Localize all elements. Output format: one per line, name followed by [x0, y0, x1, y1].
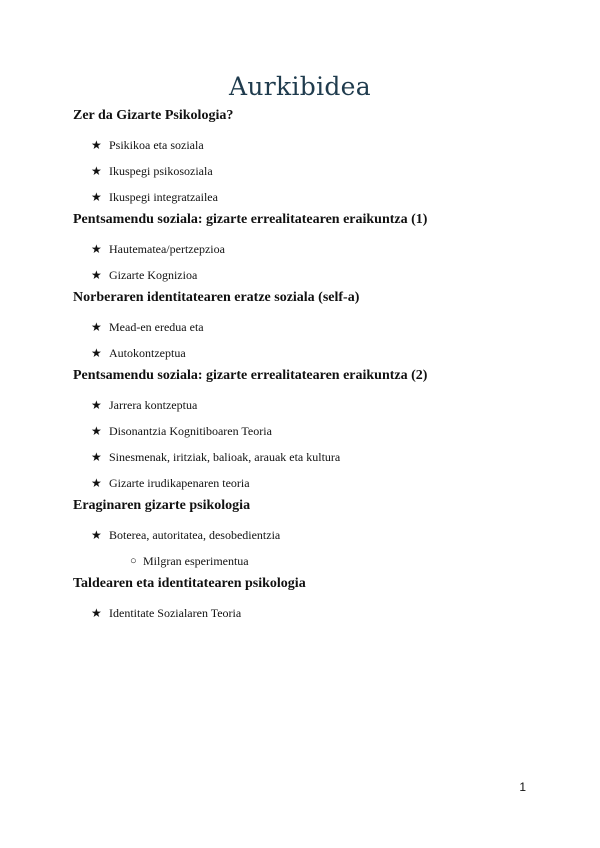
toc-heading[interactable]: Pentsamendu soziala: gizarte errealitatearen eraikuntza (2)	[73, 368, 428, 383]
toc-section-3	[73, 288, 553, 366]
toc-section-2	[73, 210, 553, 288]
toc-item[interactable]: ★ Autokontzeptua	[73, 340, 553, 366]
toc-heading[interactable]: Zer da Gizarte Psikologia?	[73, 108, 234, 123]
toc-item[interactable]: ★ Disonantzia Kognitiboaren Teoria	[73, 418, 553, 444]
circle-bullet-icon: ○	[130, 555, 137, 567]
toc-section-1	[73, 106, 553, 210]
toc-item[interactable]: ★ Identitate Sozialaren Teoria	[73, 600, 553, 626]
document-title: Aurkibidea	[229, 72, 371, 101]
star-bullet-icon: ★	[91, 164, 102, 178]
star-bullet-icon: ★	[91, 320, 102, 334]
toc-heading[interactable]: Taldearen eta identitatearen psikologia	[73, 576, 306, 591]
page-number: 1	[519, 780, 526, 794]
toc-item[interactable]: ★ Gizarte irudikapenaren teoria	[73, 470, 553, 496]
toc-heading[interactable]: Pentsamendu soziala: gizarte errealitatearen eraikuntza (1)	[73, 212, 428, 227]
toc-subitem[interactable]: ○ Milgran esperimentua	[73, 548, 553, 574]
star-bullet-icon: ★	[91, 528, 102, 542]
toc-item[interactable]: ★ Sinesmenak, iritziak, balioak, arauak eta kultura	[73, 444, 553, 470]
toc-item[interactable]: ★ Gizarte Kognizioa	[73, 262, 553, 288]
star-bullet-icon: ★	[91, 268, 102, 282]
star-bullet-icon: ★	[91, 424, 102, 438]
toc-item[interactable]: ★ Ikuspegi integratzailea	[73, 184, 553, 210]
star-bullet-icon: ★	[91, 138, 102, 152]
toc-item[interactable]: ★ Boterea, autoritatea, desobedientzia	[73, 522, 553, 548]
toc-heading[interactable]: Eraginaren gizarte psikologia	[73, 498, 251, 513]
toc-item[interactable]: ★ Ikuspegi psikosoziala	[73, 158, 553, 184]
table-of-contents	[73, 106, 553, 626]
toc-item[interactable]: ★ Psikikoa eta soziala	[73, 132, 553, 158]
star-bullet-icon: ★	[91, 346, 102, 360]
toc-heading[interactable]: Norberaren identitatearen eratze soziala (self-a)	[73, 290, 360, 305]
star-bullet-icon: ★	[91, 450, 102, 464]
toc-section-5	[73, 496, 553, 574]
toc-item[interactable]: ★ Jarrera kontzeptua	[73, 392, 553, 418]
toc-section-4	[73, 366, 553, 496]
toc-section-6	[73, 574, 553, 626]
star-bullet-icon: ★	[91, 242, 102, 256]
toc-item[interactable]: ★ Hautematea/pertzepzioa	[73, 236, 553, 262]
star-bullet-icon: ★	[91, 476, 102, 490]
toc-item[interactable]: ★ Mead-en eredua eta	[73, 314, 553, 340]
star-bullet-icon: ★	[91, 190, 102, 204]
star-bullet-icon: ★	[91, 398, 102, 412]
star-bullet-icon: ★	[91, 606, 102, 620]
